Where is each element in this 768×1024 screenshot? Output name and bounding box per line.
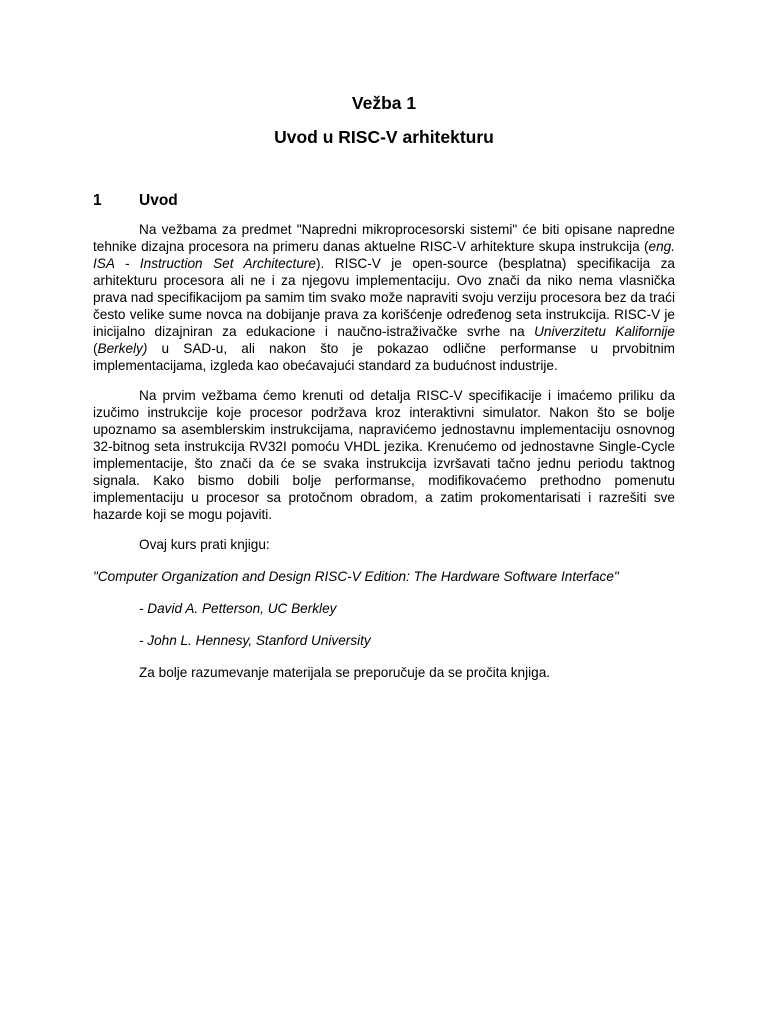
university-name: Univerzitetu Kalifornije <box>534 324 675 339</box>
paragraph-intro-part-c: ). RISC-V je open-source (besplatna) specifikacija za arhitekturu procesora ali ne i za njegovu implementaciju. Ovo znači da niko nema vlasnička prava nad specifikacijom pa samim tim svako može napraviti svoju verziju procesora bez da traći često velike sume novca na dobijanje prava za korišćenje određenog seta instrukcija. RISC-V je inicijalno dizajniran za edukacione i naučno-istraživačke svrhe na <box>93 256 675 339</box>
section-heading <box>93 190 675 212</box>
section-number: 1 <box>93 192 102 209</box>
author-2-text: - John L. Hennesy, Stanford University <box>139 633 371 648</box>
paragraph-plan-part-a: Na prvim vežbama ćemo krenuti od detalja RISC-V specifikacije i imaćemo priliku da izučimo instrukcije koje procesor podržava kroz interaktivni simulator. Nakon što se bolje upoznamo sa asemblerskim instrukcijama, napravićemo jednostavnu implementaciju osnovnog 32-bitnog seta instrukcija RV32I pomoću VHDL jezika. Krenućemo od jednostavne Single-Cycle implementacije, što znači da će se svaka instrukcija izvršavati tačno jednu periodu taktnog signala. Kako bismo dobili bolje performanse, modifikovaćemo prethodno pomenutu implementaciju u procesor sa protočnom obradom <box>93 388 675 505</box>
document-subtitle: Uvod u RISC-V arhitekturu <box>274 127 494 147</box>
isa-term: eng. ISA - Instruction Set Architecture <box>93 239 675 271</box>
paragraph-intro-part-e: ( <box>93 341 98 356</box>
paragraph-intro-part-a: Na vežbama za predmet "Napredni mikroprocesorski sistemi" će biti opisane napredne tehnike dizajna procesora na primeru danas aktuelne RISC-V arhitekture skupa instrukcija ( <box>93 222 675 254</box>
document-title: Vežba 1 <box>351 93 417 113</box>
section-uvod <box>93 190 675 696</box>
paragraph-plan-part-c: a zatim prokomentarisati i razrešiti sve hazarde koji se mogu pojaviti. <box>93 490 675 522</box>
title-block <box>0 86 768 154</box>
book-title-text: "Computer Organization and Design RISC-V Edition: The Hardware Software Interface" <box>93 569 619 584</box>
author-1 <box>93 600 675 617</box>
section-title: Uvod <box>139 192 178 209</box>
book-title <box>93 568 675 585</box>
author-1-text: - David A. Petterson, UC Berkley <box>139 601 337 616</box>
section-body <box>93 221 675 681</box>
paragraph-intro-part-g: u SAD-u, ali nakon što je pokazao odlične performanse u prvobitnim implementacijama, izgleda kao obećavajući standard za budućnost industrije. <box>93 341 675 373</box>
highlighted-comma: , <box>413 490 418 505</box>
closing-note: Za bolje razumevanje materijala se preporučuje da se pročita knjiga. <box>139 665 551 680</box>
paragraph-plan <box>93 387 675 523</box>
berkely-name: Berkely) <box>97 341 148 356</box>
book-intro: Ovaj kurs prati knjigu: <box>139 537 270 552</box>
author-2 <box>93 632 675 649</box>
paragraph-intro <box>93 221 675 374</box>
